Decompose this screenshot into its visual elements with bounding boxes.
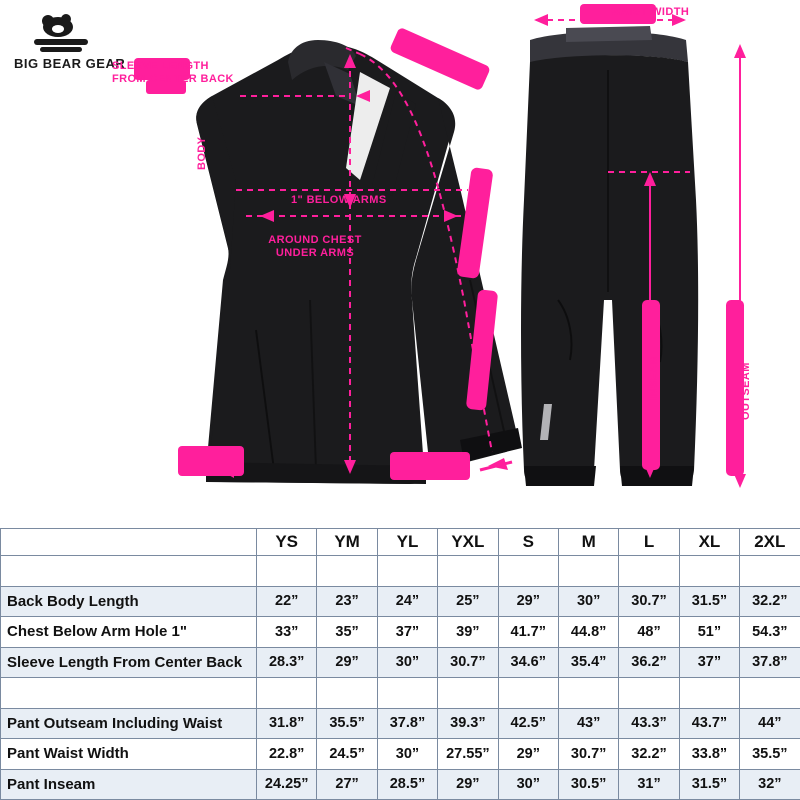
size-header-2xl: 2XL	[740, 529, 800, 556]
measurement-label-inseam: INSEAM	[648, 354, 660, 400]
cell: 43.7”	[679, 708, 739, 739]
cell: 35.5”	[740, 739, 800, 770]
cell: 31.8”	[257, 708, 317, 739]
table-corner-cell	[1, 529, 257, 556]
cell: 37”	[679, 647, 739, 678]
cell: 42.5”	[498, 708, 558, 739]
size-header-xl: XL	[679, 529, 739, 556]
cell: 33”	[257, 617, 317, 648]
cell: 39.3”	[438, 708, 498, 739]
measurement-label-sleeve-length: SLEEVE LENGTH FROM CENTER BACK	[112, 60, 234, 85]
cell: 37”	[377, 617, 437, 648]
size-header-yxl: YXL	[438, 529, 498, 556]
size-chart-table	[0, 528, 800, 800]
cell: 30.7”	[619, 586, 679, 617]
cell: 25”	[438, 586, 498, 617]
table-row	[1, 708, 800, 739]
cell: 39”	[438, 617, 498, 648]
cell: 30”	[377, 739, 437, 770]
cell: 36.2”	[619, 647, 679, 678]
cell: 43.3”	[619, 708, 679, 739]
cell: 22.8”	[257, 739, 317, 770]
cell: 41.7”	[498, 617, 558, 648]
measurement-label-body-length: BODY	[196, 136, 208, 170]
cell: 28.5”	[377, 769, 437, 800]
cell: 32.2”	[740, 586, 800, 617]
cell: 48”	[619, 617, 679, 648]
cell: 29”	[438, 769, 498, 800]
cell: 24”	[377, 586, 437, 617]
row-label-back-body-length: Back Body Length	[1, 586, 257, 617]
size-header-ys: YS	[257, 529, 317, 556]
table-spacer-row	[1, 678, 800, 709]
table-spacer-row	[1, 556, 800, 587]
cell: 32.2”	[619, 739, 679, 770]
cell: 30.5”	[558, 769, 618, 800]
cell: 29”	[498, 739, 558, 770]
cell: 24.5”	[317, 739, 377, 770]
cell: 29”	[317, 647, 377, 678]
cell: 33.8”	[679, 739, 739, 770]
cell: 32”	[740, 769, 800, 800]
cell: 35.4”	[558, 647, 618, 678]
measurement-label-waist-width: WAIST WIDTH	[610, 6, 690, 18]
cell: 37.8”	[740, 647, 800, 678]
cell: 31.5”	[679, 769, 739, 800]
table-header-row	[1, 529, 800, 556]
cell: 35”	[317, 617, 377, 648]
size-header-s: S	[498, 529, 558, 556]
cell: 27”	[317, 769, 377, 800]
row-label-sleeve-length: Sleeve Length From Center Back	[1, 647, 257, 678]
cell: 22”	[257, 586, 317, 617]
table-row	[1, 586, 800, 617]
pant-illustration	[500, 0, 800, 528]
cell: 43”	[558, 708, 618, 739]
cell: 28.3”	[257, 647, 317, 678]
cell: 37.8”	[377, 708, 437, 739]
row-label-pant-waist-width: Pant Waist Width	[1, 739, 257, 770]
size-header-l: L	[619, 529, 679, 556]
cell: 23”	[317, 586, 377, 617]
table-row	[1, 617, 800, 648]
cell: 51”	[679, 617, 739, 648]
cell: 44”	[740, 708, 800, 739]
measurement-label-around-chest: AROUND CHEST UNDER ARMS	[268, 234, 362, 259]
size-header-yl: YL	[377, 529, 437, 556]
cell: 30”	[498, 769, 558, 800]
cell: 35.5”	[317, 708, 377, 739]
cell: 30”	[377, 647, 437, 678]
size-header-m: M	[558, 529, 618, 556]
cell: 29”	[498, 586, 558, 617]
size-header-ym: YM	[317, 529, 377, 556]
measurement-label-outseam: OUTSEAM	[740, 362, 752, 420]
table-row	[1, 739, 800, 770]
table-row	[1, 647, 800, 678]
row-label-chest-below-arm-hole: Chest Below Arm Hole 1"	[1, 617, 257, 648]
cell: 27.55”	[438, 739, 498, 770]
measurement-label-below-arms: 1" BELOW ARMS	[291, 194, 387, 206]
row-label-pant-outseam: Pant Outseam Including Waist	[1, 708, 257, 739]
cell: 54.3”	[740, 617, 800, 648]
cell: 30”	[558, 586, 618, 617]
row-label-pant-inseam: Pant Inseam	[1, 769, 257, 800]
cell: 24.25”	[257, 769, 317, 800]
cell: 31.5”	[679, 586, 739, 617]
cell: 30.7”	[438, 647, 498, 678]
table-row	[1, 769, 800, 800]
brand-name: BIG BEAR GEAR	[14, 56, 126, 71]
cell: 31”	[619, 769, 679, 800]
cell: 44.8”	[558, 617, 618, 648]
cell: 34.6”	[498, 647, 558, 678]
cell: 30.7”	[558, 739, 618, 770]
